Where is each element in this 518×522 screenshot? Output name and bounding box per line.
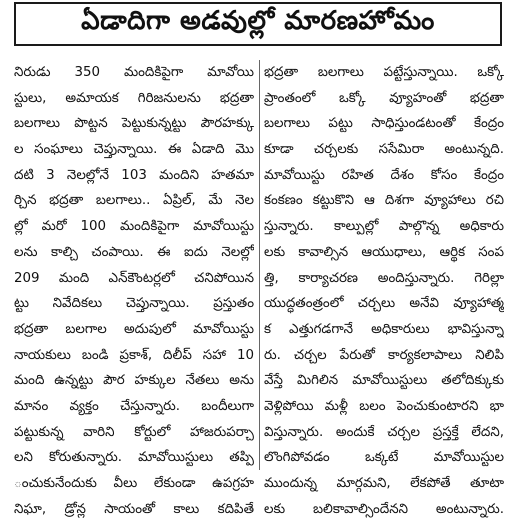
text-line: రు. చర్చల పేరుతో కార్యకలాపాలు నిలిపి (264, 347, 504, 363)
text-line: మావోయిస్టు రహిత దేశం కోసం కేంద్రం (264, 167, 504, 183)
text-line: క ఎత్తుగడగానే అధికారులు భావిస్తున్నా (264, 321, 504, 337)
text-line: భద్రతా బలగాల అదుపులో మావోయిస్టు (14, 321, 254, 337)
column-divider (259, 60, 260, 470)
text-line: వెళ్లిపోయి మళ్లీ బలం పెంచుకుంటారని భా (264, 398, 504, 414)
left-column (14, 60, 254, 522)
headline: ఏడాదిగా అడవుల్లో మారణహోమం (81, 6, 435, 36)
text-line: కూడా చర్చలకు ససేమిరా అంటున్నది. (264, 142, 504, 158)
text-line: ముందున్న మార్గమని, లేకపోతే తూటా (264, 476, 504, 491)
text-line: భద్రతా బలగాలు పట్టేస్తున్నాయి. ఒక్కో (264, 65, 504, 80)
text-line: 209 మంది ఎన్‌కౌంటర్లలో చనిపోయిన (14, 270, 254, 286)
text-line: నాయకులు బండి ప్రకాశ్, దిలీప్ సహా 10 (14, 347, 254, 363)
text-line: బలగాలు పట్టు సాధిస్తుండటంతో కేంద్రం (264, 116, 504, 132)
text-line: నిరుడు 350 మందికిపైగా మావోయి (14, 65, 254, 80)
text-line: కంకణం కట్టుకొని ఆ దిశగా వ్యూహాలు రచి (264, 193, 504, 209)
text-line: దటి 3 నెలల్లోనే 103 మందిని హతమా (14, 167, 254, 183)
text-line: విస్తున్నారు. అందుకే చర్చల ప్రస్తక్తే లేదని, (264, 424, 504, 440)
text-line: మానం వ్యక్తం చేస్తున్నారు. బందీలుగా (14, 398, 254, 414)
headline-box (14, 2, 502, 46)
text-line: బలగాలు పొట్టన పెట్టుకున్నట్టు పౌరహక్కు (14, 116, 254, 132)
text-line: లకు కావాల్సిన ఆయుధాలు, ఆర్థిక సంప (264, 244, 504, 260)
text-line: ర్చిన భద్రతా బలగాలు.. ఏప్రిల్, మే నెల (14, 193, 254, 209)
right-column (264, 60, 504, 522)
text-line: స్తున్నారు. కాల్పుల్లో పాల్గొన్న అధికారు (264, 219, 504, 235)
text-line: త్తి, కార్యాచరణ అందిస్తున్నారు. గెరిల్లా (264, 270, 504, 286)
text-line: పట్టుకున్న వారిని కోర్టులో హాజరుపర్చా (14, 424, 254, 440)
text-line: లను కాల్చి చంపాయి. ఈ ఐదు నెలల్లో (14, 244, 254, 260)
text-line: ప్రాంతంలో ఒక్కో వ్యూహంతో భద్రతా (264, 90, 504, 106)
text-line: వేస్తే మిగిలిన మావోయిస్టులు తలోదిక్కుకు (264, 373, 504, 389)
text-line: లొంగిపోవడం ఒక్కటే మావోయిస్టుల (264, 450, 504, 466)
text-line: యుద్ధతంత్రంలో చర్చలు అనేవి వ్యూహాత్మ (264, 296, 504, 312)
text-line: లని కోరుతున్నారు. మావోయిస్టులు తప్పి (14, 450, 254, 466)
text-line: ల సంఘాలు చెప్తున్నాయి. ఈ ఏడాది మొ (14, 142, 254, 158)
text-line: ట్టు నివేదికలు చెప్తున్నాయి. ప్రస్తుతం (14, 296, 254, 312)
text-line: లకు బలికావాల్సిందేనని అంటున్నారు. (264, 501, 504, 517)
text-line: మంది ఉన్నట్టు పౌర హక్కుల నేతలు అను (14, 373, 254, 389)
text-line: నిఘా, డ్రోన్ల సాయంతో కాలు కదిపితే (14, 501, 254, 517)
text-line: ంచుకునేందుకు వీలు లేకుండా ఉపగ్రహ (14, 476, 254, 491)
text-line: స్టులు, అమాయక గిరిజనులను భద్రతా (14, 90, 254, 106)
text-line: ల్లో మరో 100 మందికిపైగా మావోయిస్టు (14, 219, 254, 235)
